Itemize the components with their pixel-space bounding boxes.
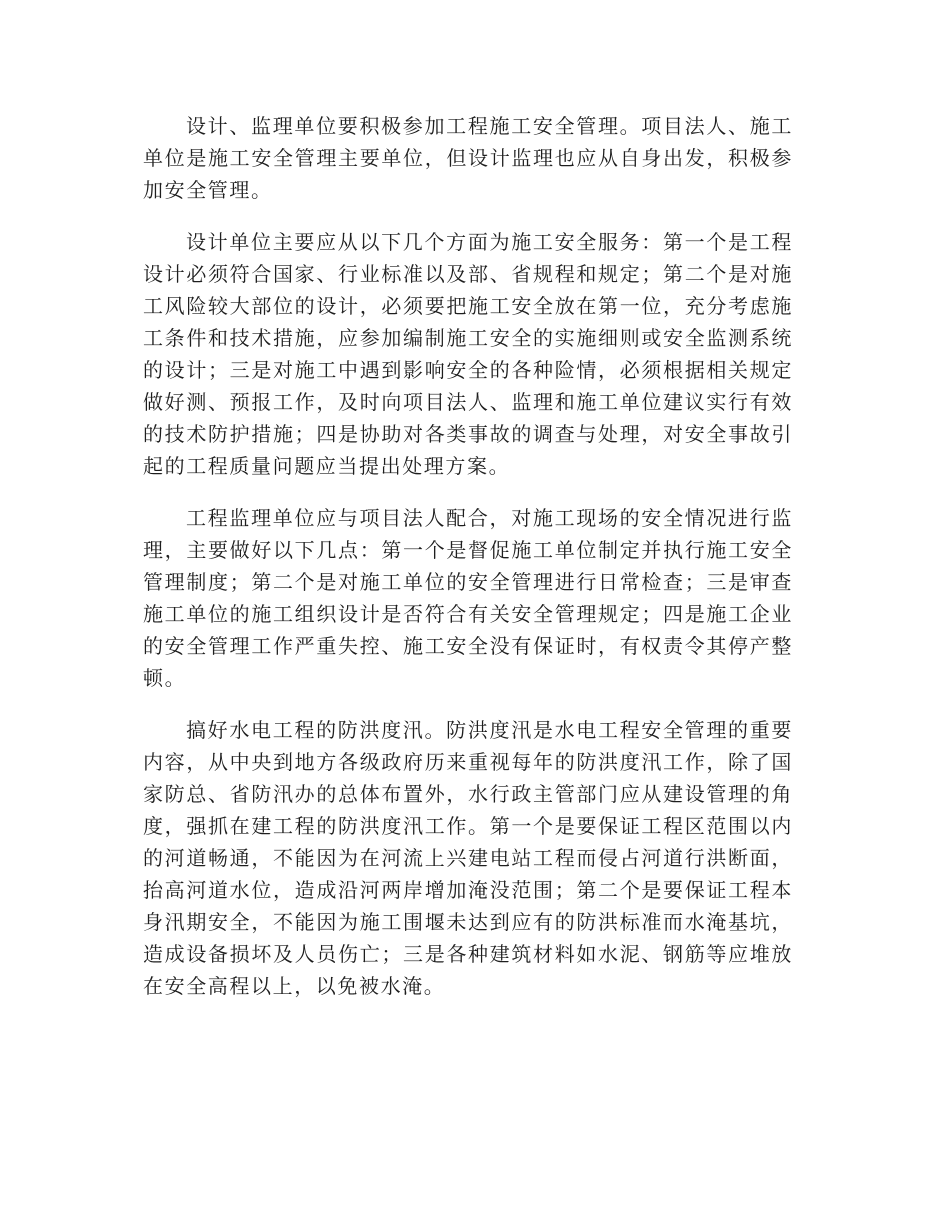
paragraph-flood-control: 搞好水电工程的防洪度汛。防洪度汛是水电工程安全管理的重要内容，从中央到地方各级政府历来重视每年的防洪度汛工作，除了国家防总、省防汛办的总体布置外，水行政主管部门应从建设管理的角度，强抓在建工程的防洪度汛工作。第一个是要保证工程区范围以内的河道畅通，不能因为在河流上兴建电站工程而侵占河道行洪断面，抬高河道水位，造成沿河两岸增加淹没范围；第二个是要保证工程本身汛期安全，不能因为施工围堰未达到应有的防洪标准而水淹基坑，造成设备损坏及人员伤亡；三是各种建筑材料如水泥、钢筋等应堆放在安全高程以上，以免被水淹。 <box>143 718 793 998</box>
paragraph-design-unit: 设计单位主要应从以下几个方面为施工安全服务：第一个是工程设计必须符合国家、行业标准以及部、省规程和规定；第二个是对施工风险较大部位的设计，必须要把施工安全放在第一位，充分考虑施工条件和技术措施，应参加编制施工安全的实施细则或安全监测系统的设计；三是对施工中遇到影响安全的各种险情，必须根据相关规定做好测、预报工作，及时向项目法人、监理和施工单位建议实行有效的技术防护措施；四是协助对各类事故的调查与处理，对安全事故引起的工程质量问题应当提出处理方案。 <box>143 230 793 478</box>
paragraph-supervision-unit: 工程监理单位应与项目法人配合，对施工现场的安全情况进行监理，主要做好以下几点：第一个是督促施工单位制定并执行施工安全管理制度；第二个是对施工单位的安全管理进行日常检查；三是审查施工单位的施工组织设计是否符合有关安全管理规定；四是施工企业的安全管理工作严重失控、施工安全没有保证时，有权责令其停产整顿。 <box>143 506 793 690</box>
document-body <box>143 110 793 1022</box>
paragraph-design-supervision: 设计、监理单位要积极参加工程施工安全管理。项目法人、施工单位是施工安全管理主要单位，但设计监理也应从自身出发，积极参加安全管理。 <box>143 114 793 202</box>
